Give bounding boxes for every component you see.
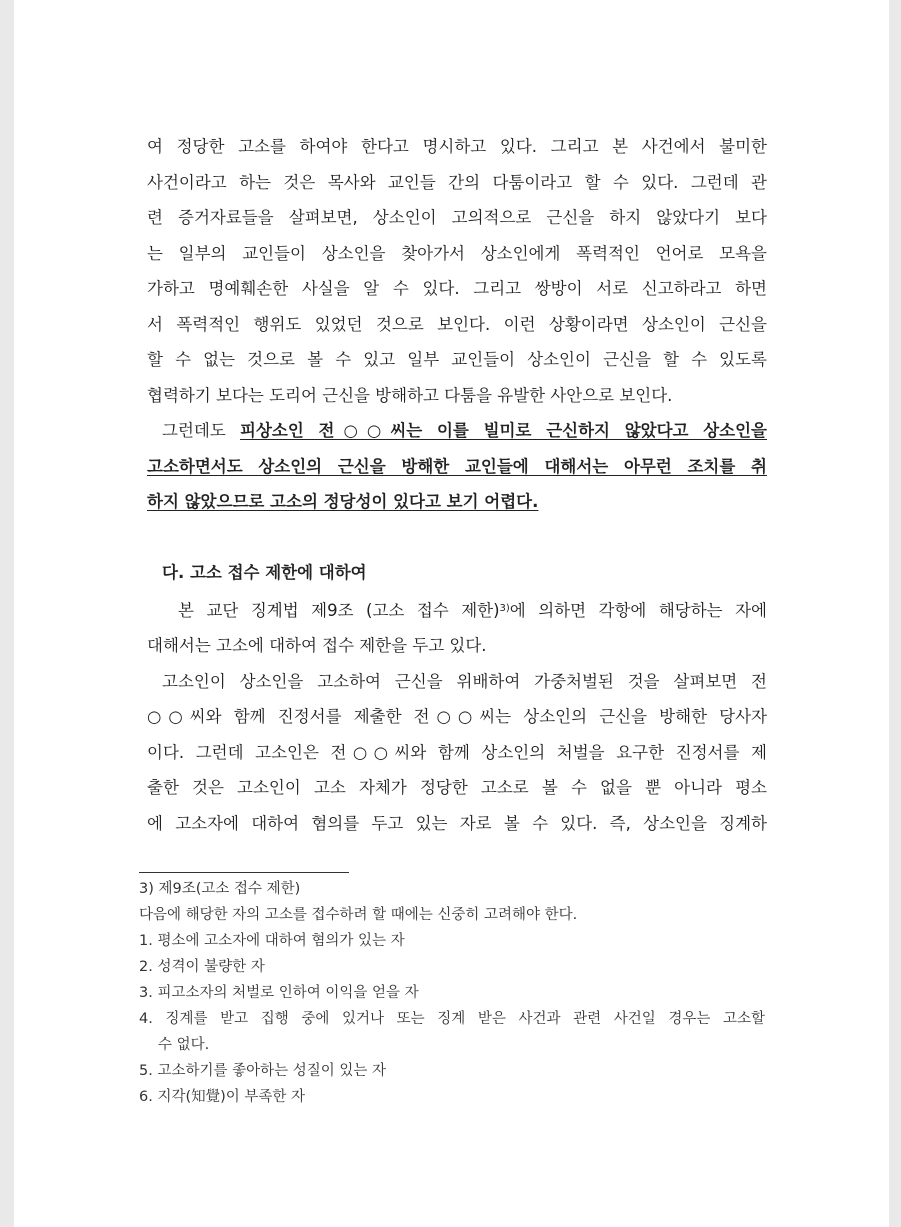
body-line: 이다. 그런데 고소인은 전○○씨와 함께 상소인의 처벌을 요구한 진정서를 제 [147,742,767,762]
footnote-item: 4. 징계를 받고 집행 중에 있거나 또는 징계 받은 사건과 관련 사건일 경우는 고소할 [139,1011,765,1027]
body-line: ○○씨와 함께 진정서를 제출한 전○○씨는 상소인의 근신을 방해한 당사자 [147,707,767,726]
body-line: 는 일부의 교인들이 상소인을 찾아가서 상소인에게 폭력적인 언어로 모욕을 [147,243,767,263]
emphasis-line [147,413,767,449]
document-page [14,0,889,1227]
document-body [147,129,767,841]
body-line: 서 폭력적인 행위도 있었던 것으로 보인다. 이런 상황이라면 상소인이 근신을 [147,314,767,334]
text-segment: 본 교단 징계법 제9조 (고소 접수 제한) [178,600,500,620]
footnote-block [139,876,765,1110]
footnote-reference[interactable]: 3) [499,602,510,614]
footnote-intro: 다음에 해당한 자의 고소를 접수하려 할 때에는 신중히 고려해야 한다. [139,907,578,923]
emphasis-text: 하지 않았으므로 고소의 정당성이 있다고 보기 어렵다. [147,492,539,511]
body-line: 고소인이 상소인을 고소하여 근신을 위배하여 가중처벌된 것을 살펴보면 전 [162,671,767,691]
body-line: 할 수 없는 것으로 볼 수 있고 일부 교인들이 상소인이 근신을 할 수 있도록 [147,350,767,369]
footnote-item: 5. 고소하기를 좋아하는 성질이 있는 자 [139,1063,386,1079]
body-line: 대해서는 고소에 대하여 접수 제한을 두고 있다. [147,636,487,655]
emphasis-line [147,449,767,485]
paragraph-gap [147,520,767,556]
emphasis-line [147,484,767,520]
footnote-item: 6. 지각(知覺)이 부족한 자 [139,1089,306,1105]
footnote-item: 2. 성격이 불량한 자 [139,959,265,975]
body-line: 사건이라고 하는 것은 목사와 교인들 간의 다툼이라고 할 수 있다. 그런데 관 [147,172,767,192]
body-line [147,591,767,629]
emphasis-text: 피상소인 전○○씨는 이를 빌미로 근신하지 않았다고 상소인을 [240,421,767,440]
text-segment: 에 의하면 각항에 해당하는 자에 [509,600,767,620]
body-line: 련 증거자료들을 살펴보면, 상소인이 고의적으로 근신을 하지 않았다기 보다 [147,208,767,227]
body-line: 출한 것은 고소인이 고소 자체가 정당한 고소로 볼 수 없을 뿐 아니라 평소 [147,778,767,797]
footnote-item: 3. 피고소자의 처벌로 인하여 이익을 얻을 자 [139,985,419,1001]
paragraph-lead: 그런데도 [162,421,241,440]
section-heading: 다. 고소 접수 제한에 대하여 [162,563,367,582]
footnote-item: 1. 평소에 고소자에 대하여 혐의가 있는 자 [139,933,405,949]
footnote-item-continued: 수 없다. [158,1037,210,1053]
body-line: 가하고 명예훼손한 사실을 알 수 있다. 그리고 쌍방이 서로 신고하라고 하면 [147,279,767,298]
body-line: 여 정당한 고소를 하여야 한다고 명시하고 있다. 그리고 본 사건에서 불미한 [147,137,767,156]
emphasis-text: 고소하면서도 상소인의 근신을 방해한 교인들에 대해서는 아무런 조치를 취 [147,456,767,476]
footnote-title: 3) 제9조(고소 접수 제한) [139,881,301,897]
footnote-divider [139,872,349,873]
body-line: 에 고소자에 대하여 혐의를 두고 있는 자로 볼 수 있다. 즉, 상소인을 징계하 [147,813,767,833]
body-line: 협력하기 보다는 도리어 근신을 방해하고 다툼을 유발한 사안으로 보인다. [147,385,673,405]
